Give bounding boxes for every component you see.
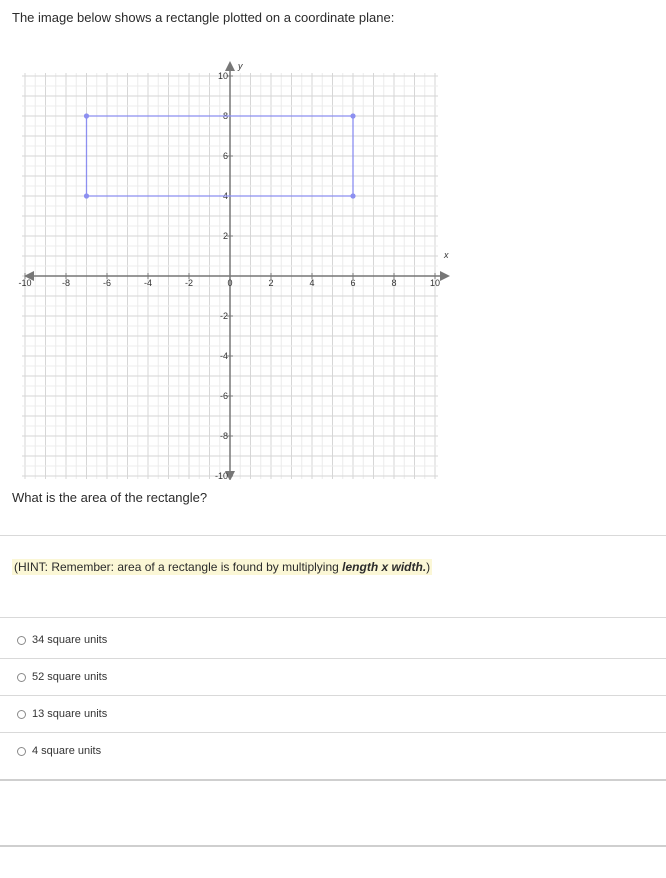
coordinate-plane (0, 40, 460, 480)
y-axis-arrow-up (225, 61, 235, 71)
hint-suffix: ) (426, 560, 431, 574)
rectangle-vertex (84, 193, 89, 198)
y-tick-label: -4 (219, 351, 228, 361)
divider (0, 732, 666, 733)
divider (0, 845, 666, 847)
divider (0, 658, 666, 659)
radio-button[interactable] (17, 747, 26, 756)
x-tick-label: 0 (227, 278, 233, 288)
hint-emphasis: length x width. (342, 560, 427, 574)
intro-text: The image below shows a rectangle plotted on a coordinate plane: (12, 10, 395, 25)
rectangle-vertex (350, 113, 355, 118)
answer-choice-label: 4 square units (32, 745, 102, 757)
question-text: What is the area of the rectangle? (12, 490, 208, 505)
y-tick-label: -10 (214, 471, 228, 480)
divider (0, 617, 666, 618)
rectangle-vertex (350, 193, 355, 198)
x-tick-label: 4 (309, 278, 315, 288)
y-tick-label: -2 (219, 311, 228, 321)
y-tick-label: 6 (222, 151, 228, 161)
x-tick-label: -10 (18, 278, 32, 288)
answer-choice-3[interactable] (17, 696, 666, 732)
x-tick-label: 2 (268, 278, 274, 288)
x-tick-label: -6 (102, 278, 112, 288)
y-tick-label: -8 (219, 431, 228, 441)
answer-choices (17, 622, 666, 769)
x-tick-label: 6 (350, 278, 356, 288)
answer-choice-2[interactable] (17, 659, 666, 695)
y-axis-label: y (238, 61, 243, 71)
answer-choice-label: 52 square units (32, 671, 108, 683)
divider (0, 535, 666, 536)
answer-choice-4[interactable] (17, 733, 666, 769)
answer-choice-label: 34 square units (32, 634, 108, 646)
radio-button[interactable] (17, 710, 26, 719)
x-tick-label: 8 (391, 278, 397, 288)
y-tick-label: 4 (222, 191, 228, 201)
x-tick-label: -2 (184, 278, 194, 288)
answer-choice-1[interactable] (17, 622, 666, 658)
x-axis-label: x (444, 250, 449, 260)
x-tick-label: -4 (143, 278, 153, 288)
divider (0, 779, 666, 781)
answer-choice-label: 13 square units (32, 708, 108, 720)
hint-prefix: (HINT: Remember: area of a rectangle is found by multiplying (14, 560, 343, 574)
radio-button[interactable] (17, 673, 26, 682)
y-tick-label: 2 (222, 231, 228, 241)
y-tick-label: 10 (217, 71, 228, 81)
y-tick-label: -6 (219, 391, 228, 401)
radio-button[interactable] (17, 636, 26, 645)
y-tick-label: 8 (222, 111, 228, 121)
rectangle-vertex (84, 113, 89, 118)
x-tick-label: -8 (61, 278, 71, 288)
hint-text (12, 559, 432, 575)
divider (0, 695, 666, 696)
x-tick-label: 10 (429, 278, 441, 288)
x-axis-arrow-right (440, 271, 450, 281)
